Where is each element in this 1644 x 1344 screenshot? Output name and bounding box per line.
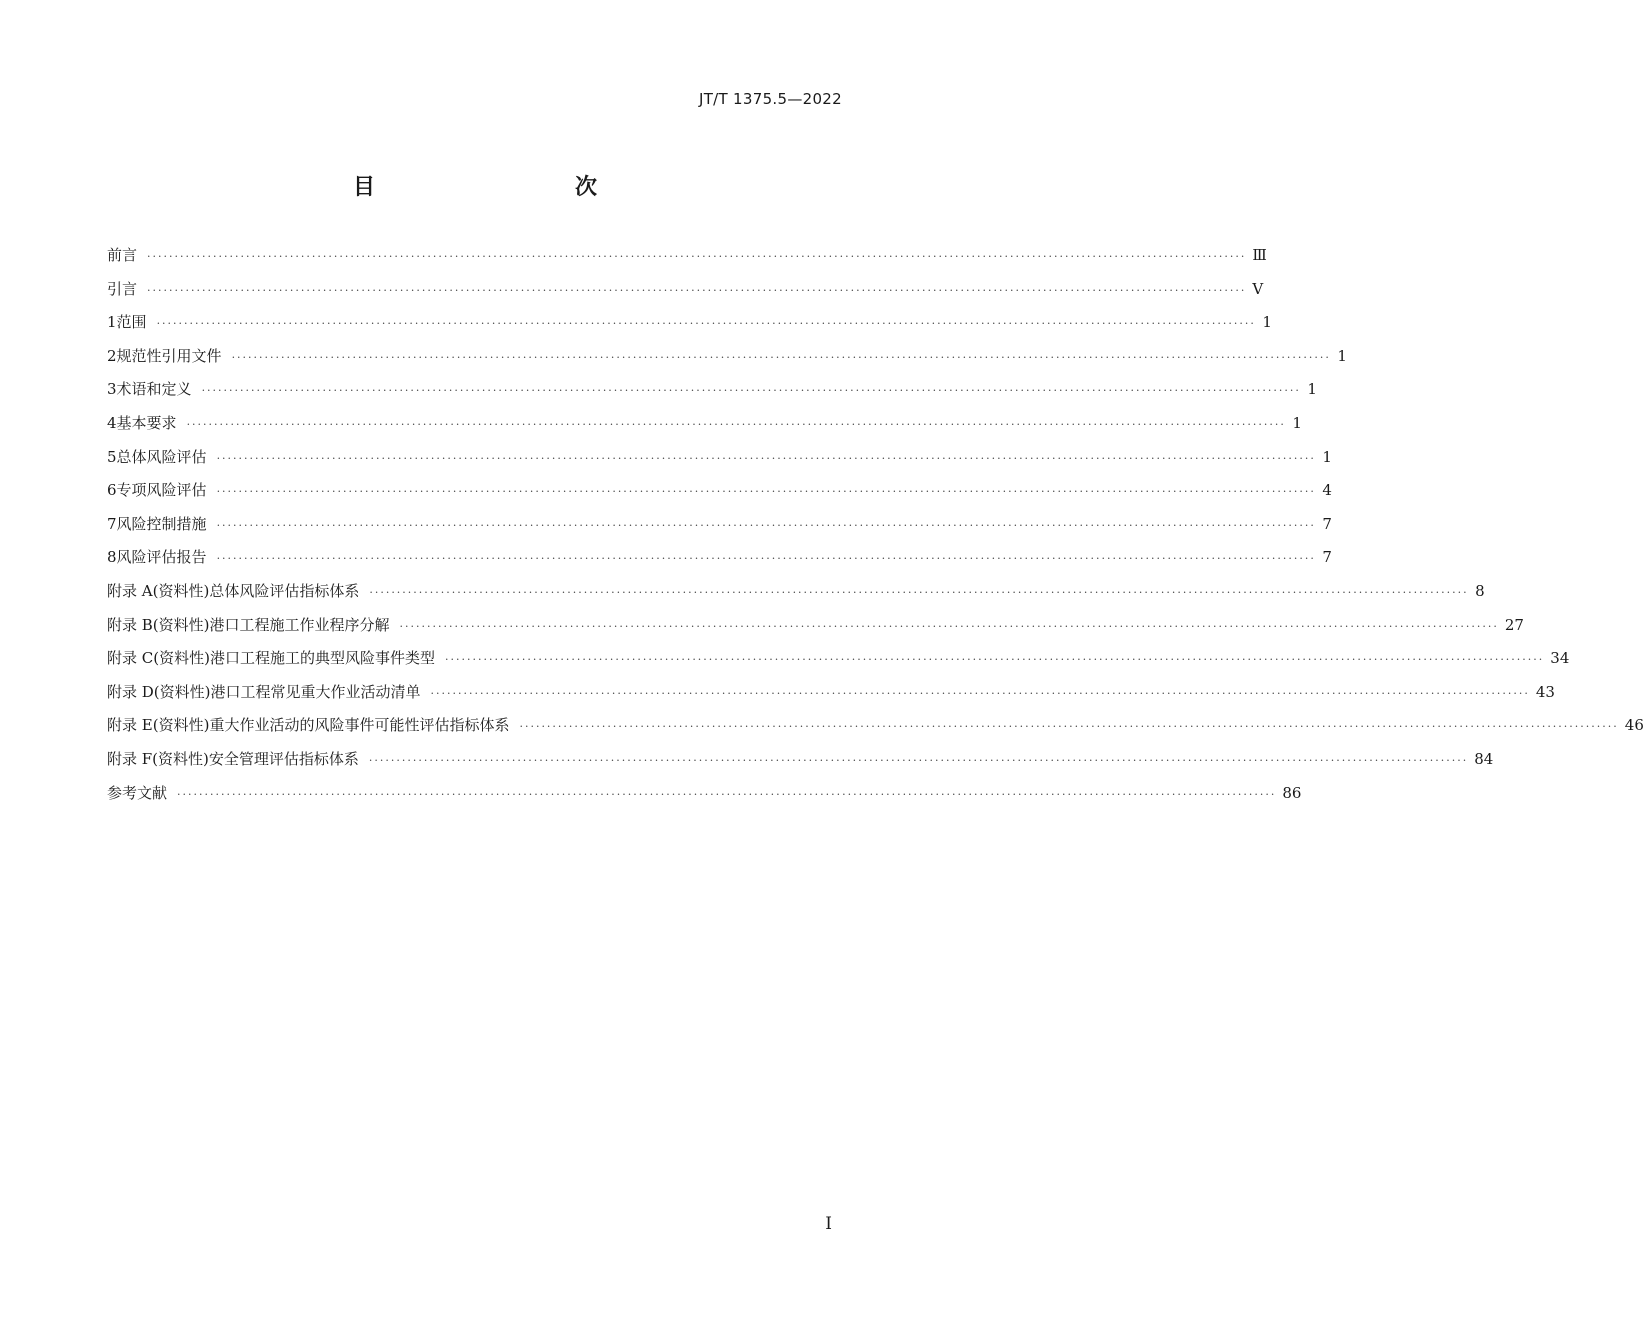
toc-entry-page: 84 [1474, 749, 1494, 768]
toc-entry[interactable] [107, 681, 1555, 715]
toc-entry-title: 引言 [107, 279, 138, 298]
dot-leader: ········································································································································································································ [369, 585, 1469, 599]
toc-entry-title: 基本要求 [116, 413, 177, 432]
dot-leader: ········································································································································································································ [177, 787, 1277, 801]
toc-entry-page: Ⅴ [1252, 279, 1264, 298]
toc-entry[interactable] [107, 345, 1347, 379]
toc-entry-title: 重大作业活动的风险事件可能性评估指标体系 [209, 716, 510, 735]
toc-entry[interactable] [107, 647, 1570, 681]
toc-entry-title: 专项风险评估 [116, 481, 207, 500]
dot-leader: ········································································································································································································ [216, 518, 1316, 532]
toc-entry[interactable] [107, 782, 1302, 816]
toc-entry-page: Ⅲ [1252, 246, 1267, 264]
toc-entry-page: 4 [1322, 481, 1332, 500]
table-of-contents [107, 244, 1644, 815]
toc-entry-page: 27 [1504, 615, 1524, 634]
toc-entry-number: 8 [107, 548, 117, 567]
toc-entry[interactable] [107, 748, 1494, 782]
toc-entry[interactable] [107, 546, 1332, 580]
toc-entry-page: 34 [1550, 649, 1570, 668]
toc-entry[interactable] [107, 446, 1332, 480]
toc-entry-number: 7 [107, 514, 117, 533]
toc-entry-title: 规范性引用文件 [116, 346, 222, 365]
dot-leader: ········································································································································································································ [216, 552, 1316, 566]
toc-entry-number: 2 [107, 346, 117, 365]
toc-entry-annex-tag: 附录 E(资料性) [107, 716, 210, 735]
toc-entry[interactable] [107, 311, 1272, 345]
toc-entry-title: 总体风险评估 [116, 447, 207, 466]
toc-entry[interactable] [107, 278, 1264, 312]
toc-entry-number: 3 [107, 380, 117, 399]
toc-entry-page: 86 [1282, 783, 1302, 802]
page-number: Ⅰ [825, 1214, 832, 1234]
page-title: 目 次 [352, 175, 649, 200]
toc-entry-title: 术语和定义 [116, 380, 192, 399]
toc-entry-page: 1 [1322, 447, 1332, 466]
toc-entry-title: 港口工程施工的典型风险事件类型 [209, 649, 435, 668]
toc-entry-title: 安全管理评估指标体系 [208, 749, 359, 768]
toc-entry[interactable] [107, 614, 1524, 648]
toc-entry-annex-tag: 附录 B(资料性) [107, 615, 210, 634]
toc-entry-title: 范围 [116, 313, 147, 332]
toc-entry-title: 参考文献 [107, 783, 168, 802]
toc-entry-page: 7 [1322, 548, 1332, 567]
dot-leader: ········································································································································································································ [430, 686, 1530, 700]
toc-entry-title: 港口工程常见重大作业活动清单 [210, 682, 421, 701]
dot-leader: ········································································································································································································ [444, 653, 1545, 667]
toc-entry-annex-tag: 附录 F(资料性) [107, 749, 209, 768]
toc-entry-page: 1 [1337, 346, 1347, 365]
toc-entry[interactable] [107, 714, 1644, 748]
dot-leader: ········································································································································································································ [216, 485, 1316, 499]
dot-leader: ········································································································································································································ [231, 350, 1331, 364]
toc-entry-title: 港口工程施工作业程序分解 [209, 615, 390, 634]
standard-code: JT/T 1375.5—2022 [698, 90, 842, 108]
dot-leader: ········································································································································································································ [156, 317, 1256, 331]
toc-entry[interactable] [107, 479, 1332, 513]
toc-entry-annex-tag: 附录 A(资料性) [107, 581, 210, 600]
toc-entry-page: 8 [1475, 581, 1485, 600]
dot-leader: ········································································································································································································ [186, 417, 1286, 431]
toc-entry-number: 4 [107, 413, 117, 432]
toc-entry-annex-tag: 附录 D(资料性) [107, 682, 211, 701]
toc-entry-page: 1 [1307, 380, 1317, 399]
toc-entry-page: 1 [1262, 313, 1272, 332]
toc-entry-annex-tag: 附录 C(资料性) [107, 649, 210, 668]
toc-entry-page: 43 [1535, 682, 1555, 701]
toc-entry[interactable] [107, 378, 1317, 412]
toc-entry-title: 总体风险评估指标体系 [209, 581, 360, 600]
toc-entry-page: 1 [1292, 413, 1302, 432]
dot-leader: ········································································································································································································ [519, 720, 1619, 734]
toc-entry-title: 前言 [107, 246, 138, 264]
toc-entry-page: 7 [1322, 514, 1332, 533]
toc-entry-page: 46 [1624, 716, 1644, 735]
dot-leader: ········································································································································································································ [201, 384, 1301, 398]
toc-entry[interactable] [107, 580, 1485, 614]
toc-entry[interactable] [107, 244, 1267, 278]
toc-entry-number: 5 [107, 447, 117, 466]
toc-entry-title: 风险控制措施 [116, 514, 207, 533]
dot-leader: ········································································································································································································ [147, 250, 1247, 263]
toc-entry[interactable] [107, 513, 1332, 547]
toc-entry-number: 1 [107, 313, 117, 332]
toc-entry-title: 风险评估报告 [116, 548, 207, 567]
dot-leader: ········································································································································································································ [368, 753, 1469, 767]
toc-entry[interactable] [107, 412, 1302, 446]
dot-leader: ········································································································································································································ [399, 619, 1499, 633]
dot-leader: ········································································································································································································ [147, 283, 1247, 297]
toc-entry-number: 6 [107, 481, 117, 500]
dot-leader: ········································································································································································································ [216, 451, 1316, 465]
